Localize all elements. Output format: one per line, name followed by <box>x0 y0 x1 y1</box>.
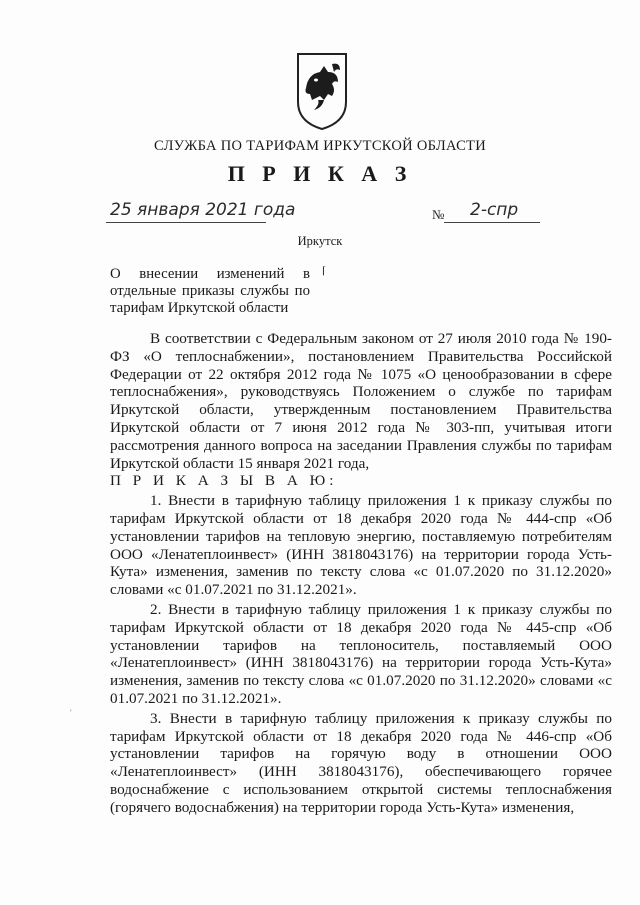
margin-mark: ' <box>70 708 72 718</box>
city-name: Иркутск <box>297 234 343 248</box>
order-date: 25 января 2021 года <box>110 200 296 220</box>
agency-name: СЛУЖБА ПО ТАРИФАМ ИРКУТСКОЙ ОБЛАСТИ <box>154 138 486 154</box>
order-body <box>110 330 612 817</box>
document-title: П Р И К А З <box>227 161 413 186</box>
date-underline <box>106 222 266 223</box>
order-number: 2-спр <box>470 200 519 220</box>
coat-of-arms-emblem <box>294 50 350 132</box>
preamble-paragraph: В соответствии с Федеральным законом от 27 июля 2010 года № 190-ФЗ «О теплоснабжении», постановлением Правительства Российской Федерации от 22 октября 2012 года № 1075 «О ценообразовании в сфере теплоснабжения», руководствуясь Положением о службе по тарифам Иркутской области, утвержденным постановлением Правительства Иркутской области от 7 июня 2012 года № 303-пп, учитывая итоги рассмотрения данного вопроса на заседании Правления службы по тарифам Иркутской области 15 января 2021 года, <box>110 330 612 472</box>
number-sign: № <box>432 207 445 222</box>
order-word: П Р И К А З Ы В А Ю: <box>110 472 338 490</box>
order-item: 2. Внести в тарифную таблицу приложения 1 к приказу службы по тарифам Иркутской области от 18 декабря 2020 года № 445-спр «Об установлении тарифов на теплоноситель, поставляемый ООО «Ленатеплоинвест» (ИНН 3818043176) на территории города Усть-Кута» изменения, заменив по тексту слова «с 01.07.2020 по 31.12.2020» словами «с 01.07.2021 по 31.12.2021». <box>110 600 612 707</box>
number-underline <box>444 222 540 223</box>
corner-mark: ⌈ <box>322 266 326 277</box>
order-item: 1. Внести в тарифную таблицу приложения 1 к приказу службы по тарифам Иркутской области от 18 декабря 2020 года № 444-спр «Об установлении тарифов на тепловую энергию, поставляемую потребителям ООО «Ленатеплоинвест» (ИНН 3818043176) на территории города Усть-Кута» изменения, заменив по тексту слова «с 01.07.2020 по 31.12.2020» словами «с 01.07.2021 по 31.12.2021». <box>110 492 612 599</box>
order-item: 3. Внести в тарифную таблицу приложения к приказу службы по тарифам Иркутской области от 18 декабря 2020 года № 446-спр «Об установлении тарифов на горячую воду в отношении ООО «Ленатеплоинвест» (ИНН 3818043176), обеспечивающего горячее водоснабжение с использованием открытой системы теплоснабжения (горячего водоснабжения) на территории города Усть-Кута» изменения, <box>110 709 612 816</box>
order-subject: О внесении изменений в отдельные приказы службы по тарифам Иркутской области <box>110 266 310 316</box>
